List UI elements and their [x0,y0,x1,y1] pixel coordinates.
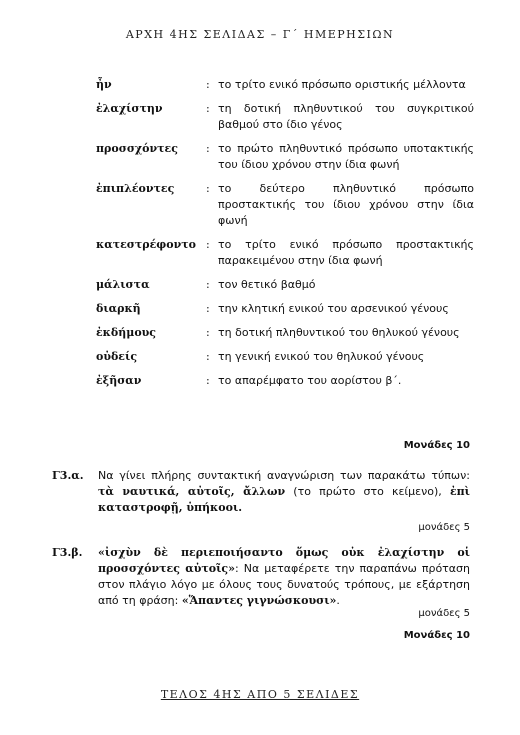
colon: : [206,278,210,291]
grammar-word: ἦν [96,78,112,91]
question-text [98,545,470,609]
colon: : [206,102,210,115]
greek-terms: τὰ ναυτικά, αὐτοῖς, ἄλλων [98,485,286,498]
grammar-description: τη δοτική πληθυντικού του θηλυκού γένους [218,326,460,339]
grammar-description: το πρώτο πληθυντικό πρόσωπο υποτακτικής του ίδιου χρόνου στην ίδια φωνή [218,142,474,171]
grammar-description: το τρίτο ενικό πρόσωπο προστακτικής παρακειμένου στην ίδια φωνή [218,238,474,267]
grammar-word: μάλιστα [96,278,150,291]
grammar-row [96,181,474,229]
grammar-description: τη δοτική πληθυντικού του συγκριτικού βαθμού στο ίδιο γένος [218,102,474,131]
colon: : [206,238,210,251]
colon: : [206,374,210,387]
grammar-description: το απαρέμφατο του αορίστου β΄. [218,374,402,387]
score-g3b: μονάδες 5 [418,608,470,619]
grammar-description: το δεύτερο πληθυντικό πρόσωπο προστακτικής του ίδιου χρόνου στην ίδια φωνή [218,182,474,227]
question-text-part: (το πρώτο στο κείμενο), [285,485,450,498]
question-g3a [52,468,470,516]
grammar-description: το τρίτο ενικό πρόσωπο οριστικής μέλλοντα [218,78,466,91]
grammar-row [96,237,474,269]
grammar-word: κατεστρέφοντο [96,238,196,251]
grammar-word: ἐξῆσαν [96,374,142,387]
grammar-word: προσσχόντες [96,142,178,155]
score-g3: Μονάδες 10 [403,630,470,641]
score-g3a: μονάδες 5 [418,522,470,533]
grammar-row [96,277,474,293]
question-text-part: Να γίνει πλήρης συντακτική αναγνώριση των παρακάτω τύπων: [98,469,470,482]
colon: : [206,182,210,195]
grammar-row [96,101,474,133]
greek-terms: ἐπὶ καταστροφῇ, ὑπήκοοι. [98,485,470,514]
question-text-part: . [336,594,340,607]
grammar-word: διαρκῆ [96,302,141,315]
colon: : [206,350,210,363]
colon: : [206,142,210,155]
question-label: Γ3.β. [52,546,83,559]
grammar-row [96,373,474,389]
grammar-list [96,77,474,397]
grammar-row [96,77,474,93]
score-g2: Μονάδες 10 [403,440,470,451]
grammar-word: οὐδείς [96,350,138,363]
page-header: ΑΡΧΗ 4ΗΣ ΣΕΛΙΔΑΣ – Γ΄ ΗΜΕΡΗΣΙΩΝ [125,28,395,41]
grammar-word: ἐκδήμους [96,326,156,339]
colon: : [206,326,210,339]
greek-quote: «ἰσχὺν δὲ περιεποιήσαντο ὅμως οὐκ ἐλαχίστην οἱ προσσχόντες αὐτοῖς» [98,546,470,575]
grammar-row [96,325,474,341]
grammar-description: τον θετικό βαθμό [218,278,316,291]
grammar-word: ἐλαχίστην [96,102,163,115]
grammar-description: την κλητική ενικού του αρσενικού γένους [218,302,449,315]
grammar-row [96,349,474,365]
page-footer: ΤΕΛΟΣ 4ΗΣ ΑΠΟ 5 ΣΕΛΙΔΕΣ [160,688,360,701]
colon: : [206,302,210,315]
grammar-row [96,141,474,173]
grammar-row [96,301,474,317]
question-text-part: : Να μεταφέρετε την παραπάνω πρόταση στον πλάγιο λόγο με όλους τους δυνατούς τρόπους, με εξάρτηση από τη φράση: [98,562,470,607]
question-label: Γ3.α. [52,469,84,482]
grammar-word: ἐπιπλέοντες [96,182,175,195]
colon: : [206,78,210,91]
question-g3b [52,545,470,609]
greek-phrase: «Ἅπαντες γιγνώσκουσι» [181,594,337,607]
grammar-description: τη γενική ενικού του θηλυκού γένους [218,350,425,363]
question-text [98,468,470,516]
